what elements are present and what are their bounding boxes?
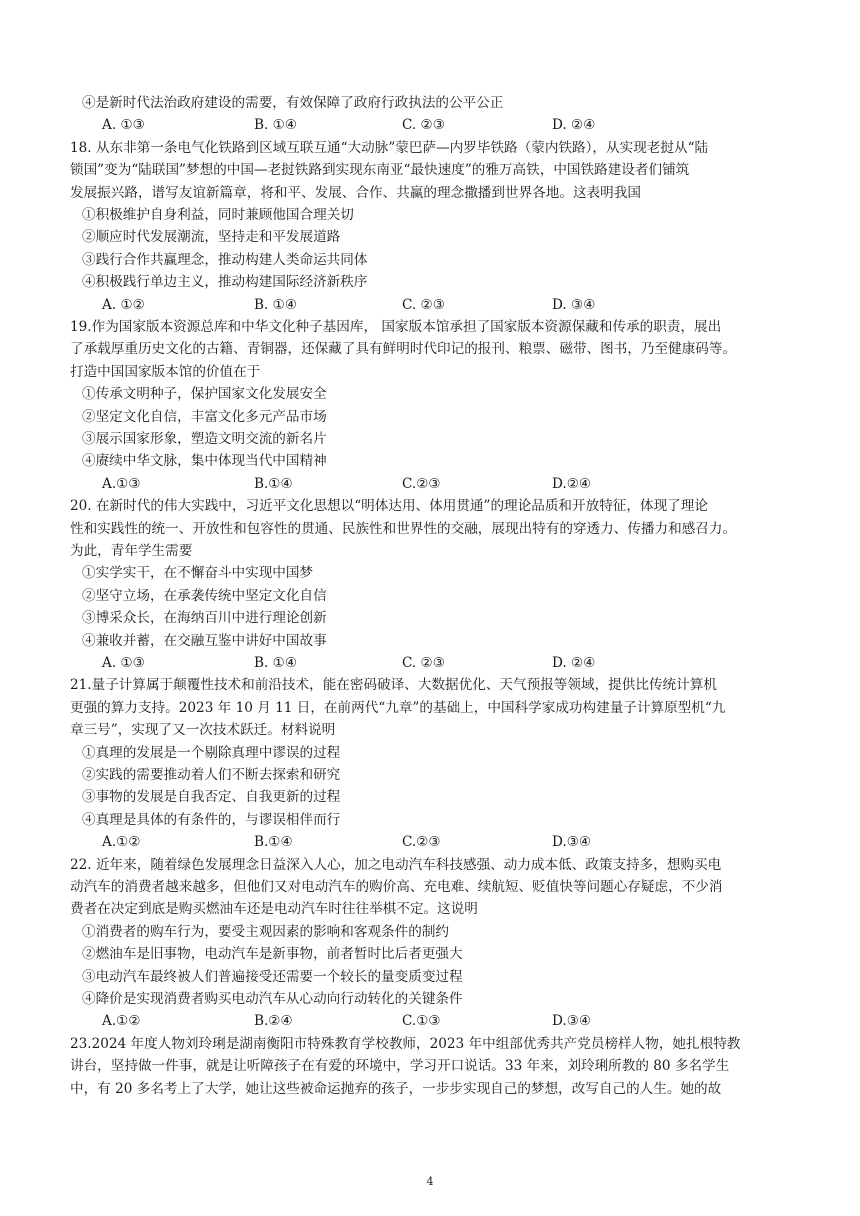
statement-option: ④真理是具体的有条件的，与谬误相伴而行 bbox=[82, 811, 341, 828]
question-stem-line: 发展振兴路，谱写友谊新篇章，将和平、发展、合作、共赢的理念撒播到世界各地。这表明我国 bbox=[70, 184, 641, 201]
question-stem-line: 18. 从东非第一条电气化铁路到区域互联互通“大动脉”蒙巴萨—内罗毕铁路（蒙内铁路），从实现老挝从“陆 bbox=[70, 139, 709, 156]
question-stem-line: 更强的算力支持。2023 年 10 月 11 日，在前两代“九章”的基础上，中国科学家成功构建量子计算原型机“九 bbox=[70, 699, 726, 716]
statement-option: ②燃油车是旧事物，电动汽车是新事物，前者暂时比后者更强大 bbox=[82, 946, 463, 963]
statement-option: ②顺应时代发展潮流，坚持走和平发展道路 bbox=[82, 229, 341, 246]
answer-choice: D. ②④ bbox=[552, 655, 596, 671]
answer-choice: C.①③ bbox=[402, 1013, 441, 1030]
answer-choice: B.①④ bbox=[254, 834, 293, 851]
question-stem-line: 锁国”变为“陆联国”梦想的中国—老挝铁路到实现东南亚“最快速度”的雅万高铁，中国铁路建设者们铺筑 bbox=[70, 162, 690, 179]
statement-option: ④赓续中华文脉，集中体现当代中国精神 bbox=[82, 453, 327, 470]
question-stem-line: 动汽车的消费者越来越多，但他们又对电动汽车的购价高、充电难、续航短、贬值快等问题心存疑虑，不少消 bbox=[70, 879, 723, 895]
question-stem-line: 了承载厚重历史文化的古籍、青铜器，还保藏了具有鲜明时代印记的报刊、粮票、磁带、图书，乃至健康码等。 bbox=[70, 341, 737, 358]
statement-option: ①积极维护自身利益，同时兼顾他国合理关切 bbox=[82, 207, 354, 223]
answer-choice: C.②③ bbox=[402, 475, 441, 492]
answer-choice: D.③④ bbox=[552, 1013, 592, 1030]
statement-option: ②实践的需要推动着人们不断去探索和研究 bbox=[82, 767, 341, 783]
answer-choice: A.①③ bbox=[102, 475, 141, 492]
answer-choice: A. ①③ bbox=[102, 117, 145, 134]
page-number: 4 bbox=[426, 1175, 434, 1188]
question-stem-line: 性和实践性的统一、开放性和包容性的贯通、民族性和世界性的交融，展现出特有的穿透力、传播力和感召力。 bbox=[70, 520, 737, 537]
answer-choice: C. ②③ bbox=[402, 296, 445, 313]
question-stem-line: 20. 在新时代的伟大实践中，习近平文化思想以“明体达用、体用贯通”的理论品质和开放特征，体现了理论 bbox=[70, 498, 708, 515]
question-stem-line: 费者在决定到底是购买燃油车还是电动汽车时往往举棋不定。这说明 bbox=[70, 901, 478, 918]
answer-choice: A. ①③ bbox=[102, 655, 145, 671]
question-stem-line: 中，有 20 多名考上了大学，她让这些被命运抛弃的孩子，一步步实现自己的梦想，改写自己的人生。她的故 bbox=[70, 1080, 722, 1097]
answer-choice: D. ②④ bbox=[552, 117, 596, 134]
statement-option: ④降价是实现消费者购买电动汽车从心动向行动转化的关键条件 bbox=[82, 991, 463, 1007]
question-stem-line: 为此，青年学生需要 bbox=[70, 543, 193, 559]
answer-choice: B. ①④ bbox=[254, 296, 298, 313]
answer-choice: B. ①④ bbox=[254, 117, 298, 134]
answer-choice: C.②③ bbox=[402, 834, 441, 851]
answer-choice: A. ①② bbox=[102, 296, 145, 313]
statement-option: ②坚守立场，在承袭传统中坚定文化自信 bbox=[82, 587, 327, 604]
question-stem-line: 22. 近年来，随着绿色发展理念日益深入人心，加之电动汽车科技感强、动力成本低、政策支持多，想购买电 bbox=[70, 856, 722, 873]
statement-option: ④积极践行单边主义，推动构建国际经济新秩序 bbox=[82, 274, 368, 291]
answer-choices bbox=[102, 474, 702, 494]
answer-choice: C. ②③ bbox=[402, 655, 445, 671]
statement-option: ③践行合作共赢理念，推动构建人类命运共同体 bbox=[82, 251, 368, 268]
statement-option: ①实学实干，在不懈奋斗中实现中国梦 bbox=[82, 565, 314, 582]
question-stem-line: 19.作为国家版本资源总库和中华文化种子基因库， 国家版本馆承担了国家版本资源保藏和传承的职责，展出 bbox=[70, 319, 722, 335]
question-stem-line: 讲台，坚持做一件事，就是让听障孩子在有爱的环境中，学习开口说话。33 年来，刘玲琍所教的 80 多名学生 bbox=[70, 1058, 730, 1075]
answer-choices bbox=[102, 653, 702, 673]
statement-option: ④兼收并蓄，在交融互鉴中讲好中国故事 bbox=[82, 632, 327, 649]
answer-choice: B. ①④ bbox=[254, 655, 298, 671]
statement-option: ③展示国家形象，塑造文明交流的新名片 bbox=[82, 431, 327, 447]
statement-option: ③事物的发展是自我否定、自我更新的过程 bbox=[82, 789, 341, 806]
statement-option: ③博采众长，在海纳百川中进行理论创新 bbox=[82, 610, 327, 627]
answer-choice: D.③④ bbox=[552, 834, 592, 851]
statement-option: ①真理的发展是一个剔除真理中谬误的过程 bbox=[82, 744, 341, 761]
question-stem-line: 打造中国国家版本馆的价值在于 bbox=[70, 363, 261, 380]
answer-choice: B.①④ bbox=[254, 475, 293, 492]
answer-choices bbox=[102, 295, 702, 315]
question-stem-line: 21.量子计算属于颠覆性技术和前沿技术，能在密码破译、大数据优化、天气预报等领域，提供比传统计算机 bbox=[70, 677, 717, 694]
answer-choice: B.②④ bbox=[254, 1013, 293, 1030]
answer-choice: D. ③④ bbox=[552, 296, 596, 313]
answer-choice: C. ②③ bbox=[402, 117, 445, 134]
answer-choice: A.①② bbox=[102, 834, 141, 851]
statement-option: ④是新时代法治政府建设的需要，有效保障了政府行政执法的公平公正 bbox=[82, 95, 504, 111]
question-stem-line: 23.2024 年度人物刘玲琍是湖南衡阳市特殊教育学校教师，2023 年中组部优秀共产党员榜样人物，她扎根特教 bbox=[70, 1035, 741, 1052]
statement-option: ①消费者的购车行为，要受主观因素的影响和客观条件的制约 bbox=[82, 923, 450, 940]
statement-option: ①传承文明种子，保护国家文化发展安全 bbox=[82, 386, 327, 403]
answer-choices bbox=[102, 832, 702, 852]
question-stem-line: 章三号”，实现了又一次技术跃迁。材料说明 bbox=[70, 722, 336, 739]
statement-option: ③电动汽车最终被人们普遍接受还需要一个较长的量变质变过程 bbox=[82, 968, 463, 985]
statement-option: ②坚定文化自信，丰富文化多元产品市场 bbox=[82, 408, 327, 425]
answer-choices bbox=[102, 1011, 702, 1031]
answer-choice: A.①② bbox=[102, 1013, 141, 1030]
answer-choices bbox=[102, 115, 702, 135]
answer-choice: D.②④ bbox=[552, 475, 592, 492]
